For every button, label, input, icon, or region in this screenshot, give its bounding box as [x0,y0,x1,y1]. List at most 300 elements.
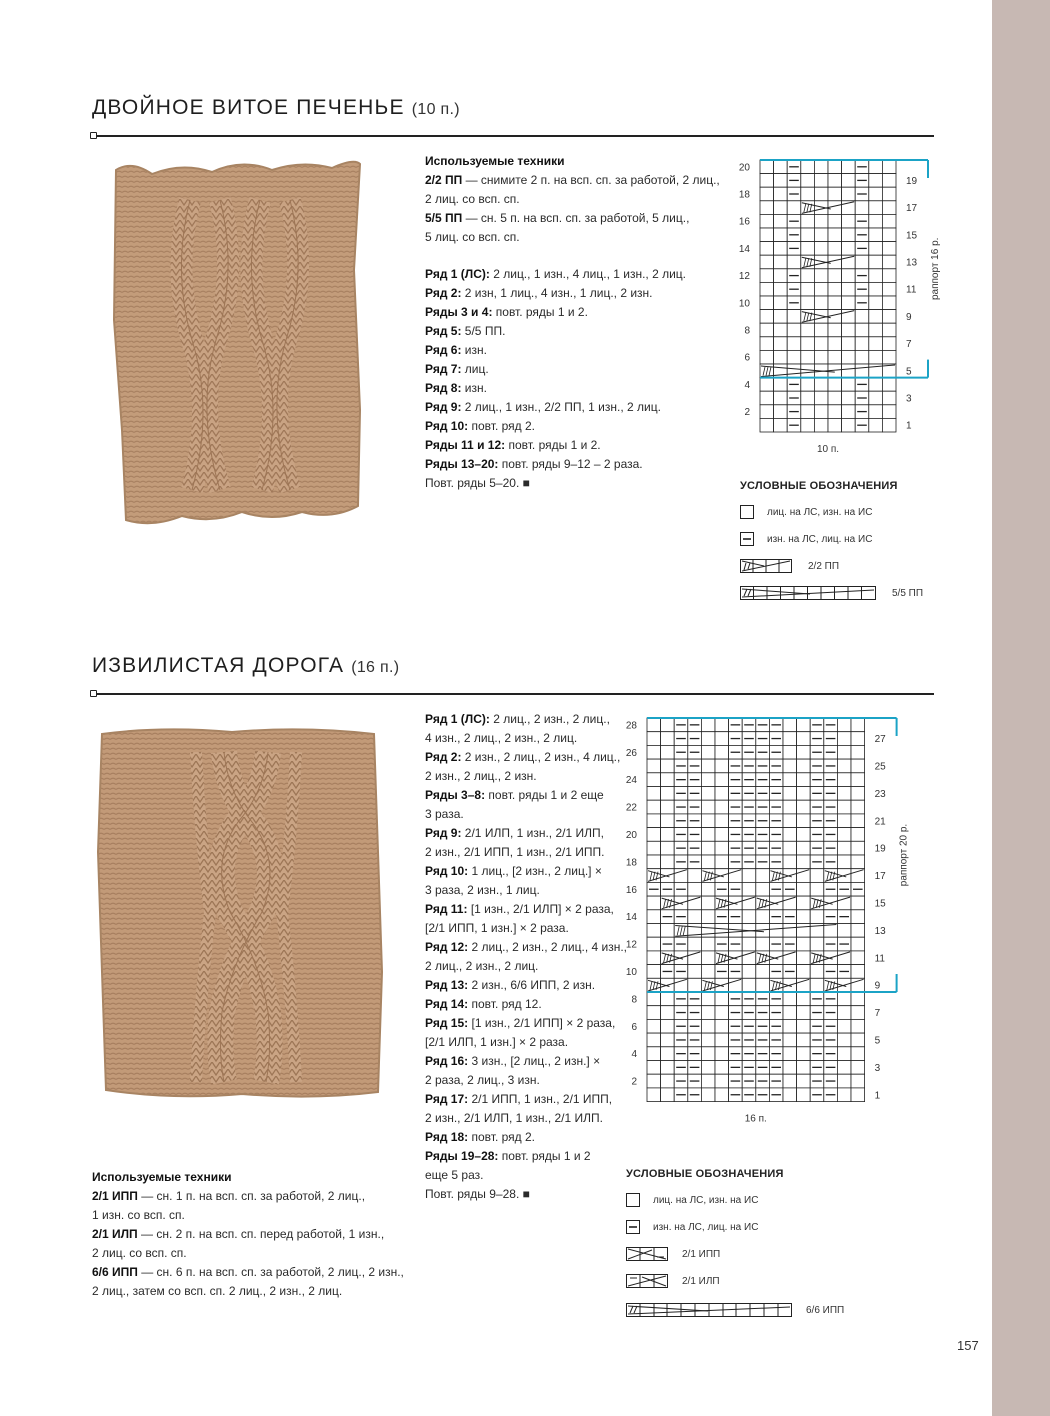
row-instructions [425,265,686,493]
chart-cell [842,405,856,419]
chart-cell [774,350,788,364]
chart-cell [783,896,797,910]
chart-cell [882,242,896,256]
chart-cell [851,1019,865,1033]
chart-cell [774,282,788,296]
chart-cell [701,773,715,787]
chart-cell [661,1033,675,1047]
chart-width-label: 16 п. [744,1113,767,1125]
row-line: 2 раза, 2 лиц., 3 изн. [425,1073,540,1087]
chart-cell [801,160,815,174]
swatch-photo-twisted-cookie [92,150,392,540]
technique-line: 5/5 ПП — сн. 5 п. на всп. сп. за работой, 5 лиц., [425,211,690,225]
chart-cell [842,364,856,378]
chart-cell [760,323,774,337]
row-line: [2/1 ИЛП, 1 изн.] × 2 раза. [425,1035,569,1049]
chart-cell [688,882,702,896]
chart-cell [814,337,828,351]
chart-cell [855,201,869,215]
chart-cell [882,337,896,351]
chart-cell [783,1074,797,1088]
chart-cell [797,1019,811,1033]
chart-cell [855,310,869,324]
row-number-left: 26 [625,747,637,759]
chart-cell [869,255,883,269]
chart-cell [814,242,828,256]
chart-cell [715,924,729,938]
row-number-left: 14 [738,243,750,255]
chart-cell [810,937,824,951]
row-line: Ряд 17: 2/1 ИПП, 1 изн., 2/1 ИПП, [425,1092,613,1106]
chart-cell [783,759,797,773]
purl-square-icon [740,532,754,546]
chart-cell [797,800,811,814]
chart-repeat-label: раппорт 20 р. [898,823,910,887]
chart-cell [801,296,815,310]
legend-title: УСЛОВНЫЕ ОБОЗНАЧЕНИЯ [626,1168,784,1180]
chart-cell [647,896,661,910]
row-number-right: 15 [906,230,918,242]
chart-cell [729,978,743,992]
row-number-right: 11 [906,284,917,296]
technique-line: 1 изн. со всп. сп. [92,1208,185,1222]
chart-cell [647,1006,661,1020]
row-number-right: 5 [906,366,912,378]
row-line: Ряд 16: 3 изн., [2 лиц., 2 изн.] × [425,1054,601,1068]
chart-cell [715,1006,729,1020]
chart-width-label: 10 п. [816,444,840,455]
chart-cell [760,391,774,405]
knit-square-icon [626,1193,640,1207]
technique-line: 2/1 ИЛП — сн. 2 п. на всп. сп. перед работой, 1 изн., [92,1227,385,1241]
chart-cell [869,174,883,188]
chart-cell [760,187,774,201]
chart-cell [797,1074,811,1088]
chart-cell [837,855,851,869]
chart-cell [869,296,883,310]
chart-cell [647,855,661,869]
chart-cell [774,418,788,432]
chart-cell [647,841,661,855]
chart-cell [851,1006,865,1020]
chart-cell [837,924,851,938]
row-number-left: 12 [625,939,637,951]
chart-cell [661,773,675,787]
chart-cell [783,841,797,855]
chart-cell [701,745,715,759]
row-number-left: 6 [631,1021,637,1033]
chart-cell [688,869,702,883]
chart-cell [869,269,883,283]
chart-cell [774,255,788,269]
row-number-left: 4 [631,1049,637,1061]
chart-cell [760,242,774,256]
chart-cell [647,1088,661,1102]
row-line: 3 раза. [425,807,464,821]
row-number-left: 10 [625,966,637,978]
chart-cell [661,992,675,1006]
legend-item: 2/1 ИЛП [626,1274,720,1288]
swatch-photo-winding-road [92,712,392,1112]
chart-cell [742,951,756,965]
chart-cell [783,855,797,869]
row-number-right: 23 [874,788,886,800]
row-number-right: 17 [906,203,918,215]
chart-cell [797,937,811,951]
stitch-count: (10 п.) [411,101,460,118]
chart-cell [742,965,756,979]
chart-cell [661,732,675,746]
chart-cell [810,910,824,924]
chart-cell [783,1047,797,1061]
chart-cell [837,1019,851,1033]
chart-cell [647,965,661,979]
chart-cell [647,787,661,801]
chart-cell [851,814,865,828]
chart-cell [688,910,702,924]
row-number-right: 17 [874,871,886,883]
chart-cell [801,323,815,337]
chart-cell [729,869,743,883]
chart-cell [774,310,788,324]
legend-item: 5/5 ПП [740,586,923,600]
chart-cell [701,882,715,896]
row-line: Ряд 10: повт. ряд 2. [425,419,535,433]
row-line: Ряд 18: повт. ряд 2. [425,1130,535,1144]
chart-cell [814,214,828,228]
chart-cell [842,187,856,201]
chart-cell [837,1006,851,1020]
chart-cell [828,187,842,201]
chart-cell [715,759,729,773]
chart-cell [828,269,842,283]
chart-cell [647,745,661,759]
row-number-right: 1 [874,1090,881,1102]
chart-cell [661,718,675,732]
chart-cell [851,965,865,979]
chart-cell [797,910,811,924]
chart-cell [797,924,811,938]
chart-cell [701,937,715,951]
chart-cell [760,337,774,351]
chart-cell [647,1019,661,1033]
row-line: Повт. ряды 5–20. ■ [425,476,530,490]
chart-cell [814,350,828,364]
chart-cell [828,214,842,228]
chart-cell [774,405,788,419]
chart-cell [851,924,865,938]
chart-cell [774,174,788,188]
technique-line: 5 лиц. со всп. сп. [425,230,520,244]
row-line: Ряд 2: 2 изн., 2 лиц., 2 изн., 4 лиц., [425,750,621,764]
chart-cell [674,978,688,992]
chart-cell [715,841,729,855]
chart-repeat-label: раппорт 16 р. [930,237,941,301]
chart-cell [701,1019,715,1033]
chart-cell [661,841,675,855]
chart-cell [760,296,774,310]
chart-cell [688,951,702,965]
chart-cell [851,910,865,924]
chart-cell [882,296,896,310]
chart-cell [647,1061,661,1075]
chart-cell [774,269,788,283]
chart-cell [783,773,797,787]
chart-cell [828,323,842,337]
chart-cell [869,214,883,228]
technique-line: 2 лиц. со всп. сп. [425,192,520,206]
chart-cell [742,978,756,992]
chart-cell [701,1061,715,1075]
chart-cell [797,951,811,965]
row-number-left: 18 [738,189,750,201]
chart-cell [882,174,896,188]
row-number-right: 27 [874,734,886,746]
rule-dot [90,690,97,697]
row-number-right: 13 [906,257,918,269]
chart-cell [760,201,774,215]
chart-cell [801,174,815,188]
chart-cell [688,965,702,979]
row-number-right: 1 [906,420,912,432]
chart-cell [797,896,811,910]
chart-cell [774,187,788,201]
chart-cell [810,978,824,992]
chart-cell [842,242,856,256]
chart-cell [851,1047,865,1061]
chart-cell [787,350,801,364]
chart-cell [828,418,842,432]
chart-cell [869,350,883,364]
row-number-left: 8 [744,325,750,337]
cable-2-2-icon [740,559,792,573]
chart-cell [797,855,811,869]
chart-cell [661,745,675,759]
chart-cell [783,924,797,938]
row-line: 4 изн., 2 лиц., 2 изн., 2 лиц. [425,731,578,745]
chart-right-row-numbers [906,176,918,432]
chart-cell [701,1047,715,1061]
chart-cell [851,759,865,773]
chart-cell [837,800,851,814]
chart-cell [783,1061,797,1075]
chart-cell [797,718,811,732]
chart-cell [869,282,883,296]
chart-cell [801,391,815,405]
chart-left-row-numbers [739,162,751,418]
chart-cell [774,160,788,174]
chart-cell [760,310,774,324]
chart-cell [701,1088,715,1102]
chart-cell [801,350,815,364]
technique-line: 2 лиц. со всп. сп. [92,1246,187,1260]
chart-cell [814,323,828,337]
chart-cell [828,160,842,174]
chart-cell [869,242,883,256]
chart-cell [742,937,756,951]
row-line: Ряд 14: повт. ряд 12. [425,997,542,1011]
knitting-chart-twisted-cookie [715,150,941,460]
row-number-right: 19 [906,175,918,187]
chart-cell [760,160,774,174]
chart-cell [801,364,815,378]
row-line: 3 раза, 2 изн., 1 лиц. [425,883,540,897]
chart-cell [760,269,774,283]
chart-cell [828,378,842,392]
chart-cell [701,800,715,814]
row-number-right: 13 [874,925,886,937]
chart-cell [869,310,883,324]
chart-cell [647,732,661,746]
chart-cell [837,1088,851,1102]
row-number-left: 8 [631,994,637,1006]
chart-cell [882,378,896,392]
row-line: Ряд 11: [1 изн., 2/1 ИЛП] × 2 раза, [425,902,614,916]
chart-cell [851,718,865,732]
row-line: Ряды 19–28: повт. ряды 1 и 2 [425,1149,591,1163]
row-number-right: 11 [874,953,885,965]
chart-cell [837,951,851,965]
chart-cell [851,1074,865,1088]
chart-cell [837,814,851,828]
chart-cell [701,1033,715,1047]
section-rule [92,135,934,137]
chart-cell [701,992,715,1006]
chart-cell [869,391,883,405]
chart-cell [661,1006,675,1020]
cable-6-6-icon [626,1303,792,1317]
chart-cell [828,405,842,419]
chart-cell [837,787,851,801]
chart-cell [814,174,828,188]
row-line: Ряд 1 (ЛС): 2 лиц., 1 изн., 4 лиц., 1 изн., 2 лиц. [425,267,687,281]
chart-cell [801,418,815,432]
legend-title: УСЛОВНЫЕ ОБОЗНАЧЕНИЯ [740,480,898,492]
chart-cell [674,869,688,883]
chart-cell [882,214,896,228]
chart-cell [842,350,856,364]
technique-line: 2/1 ИПП — сн. 1 п. на всп. сп. за работой, 2 лиц., [92,1189,366,1203]
chart-cell [797,732,811,746]
chart-cell [837,759,851,773]
chart-cell [837,1033,851,1047]
chart-cell [787,323,801,337]
chart-cell [797,1088,811,1102]
row-line: Ряд 6: изн. [425,343,487,357]
technique-line: 2/2 ПП — снимите 2 п. на всп. сп. за работой, 2 лиц., [425,173,720,187]
row-line: Ряд 5: 5/5 ПП. [425,324,506,338]
chart-cell [797,773,811,787]
chart-cell [828,174,842,188]
chart-cell [742,869,756,883]
chart-right-row-numbers [875,734,887,1101]
section-title: ИЗВИЛИСТАЯ ДОРОГА (16 п.) [92,654,400,677]
chart-cell [882,310,896,324]
chart-cell [828,242,842,256]
chart-cell [851,1088,865,1102]
chart-cell [715,745,729,759]
row-number-left: 2 [631,1076,637,1088]
chart-cell [797,787,811,801]
row-line: Ряд 13: 2 изн., 6/6 ИПП, 2 изн. [425,978,596,992]
chart-cell [842,296,856,310]
chart-left-row-numbers [626,720,638,1087]
chart-cell [647,1033,661,1047]
chart-cell [851,773,865,787]
chart-cell [814,378,828,392]
section-rule [92,693,934,695]
row-number-left: 12 [738,271,750,283]
chart-cell [797,869,811,883]
chart-cell [851,951,865,965]
row-number-left: 6 [744,352,750,364]
chart-cell [715,732,729,746]
row-line: 2 лиц., 2 изн., 2 лиц. [425,959,539,973]
chart-cell [828,228,842,242]
chart-cell [869,337,883,351]
chart-cell [842,337,856,351]
row-line: еще 5 раз. [425,1168,484,1182]
chart-cell [837,1061,851,1075]
chart-cell [851,841,865,855]
chart-cell [869,187,883,201]
chart-cell [828,391,842,405]
chart-cell [774,228,788,242]
chart-cell [882,160,896,174]
chart-cell [814,187,828,201]
chart-cell [774,296,788,310]
chart-cell [756,869,770,883]
chart-cell [647,937,661,951]
row-line: Ряд 1 (ЛС): 2 лиц., 2 изн., 2 лиц., [425,712,610,726]
row-line: Ряд 2: 2 изн, 1 лиц., 4 изн., 1 лиц., 2 изн. [425,286,653,300]
chart-cell [797,828,811,842]
chart-cell [801,214,815,228]
chart-cell [882,201,896,215]
chart-cell [647,800,661,814]
chart-cell [851,828,865,842]
row-number-right: 21 [874,816,886,828]
row-number-left: 20 [738,162,750,174]
chart-cell [842,323,856,337]
legend-item: изн. на ЛС, лиц. на ИС [626,1220,758,1234]
chart-cell [783,1006,797,1020]
row-line: 2 изн., 2/1 ИЛП, 1 изн., 2/1 ИЛП. [425,1111,603,1125]
chart-cell [837,1047,851,1061]
chart-cell [851,992,865,1006]
chart-cell [787,201,801,215]
chart-cell [701,1006,715,1020]
chart-cell [814,296,828,310]
chart-cell [814,228,828,242]
section-title: ДВОЙНОЕ ВИТОЕ ПЕЧЕНЬЕ (10 п.) [92,96,460,119]
chart-cell [814,269,828,283]
chart-cell [715,1047,729,1061]
row-number-left: 10 [738,298,750,310]
chart-cell [882,228,896,242]
chart-cell [810,965,824,979]
chart-cell [661,1061,675,1075]
chart-cell [801,187,815,201]
chart-cell [715,1074,729,1088]
chart-cell [842,282,856,296]
chart-cell [715,1019,729,1033]
chart-cell [774,378,788,392]
chart-cell [869,418,883,432]
chart-cell [783,1019,797,1033]
chart-cell [814,418,828,432]
chart-cell [769,924,783,938]
